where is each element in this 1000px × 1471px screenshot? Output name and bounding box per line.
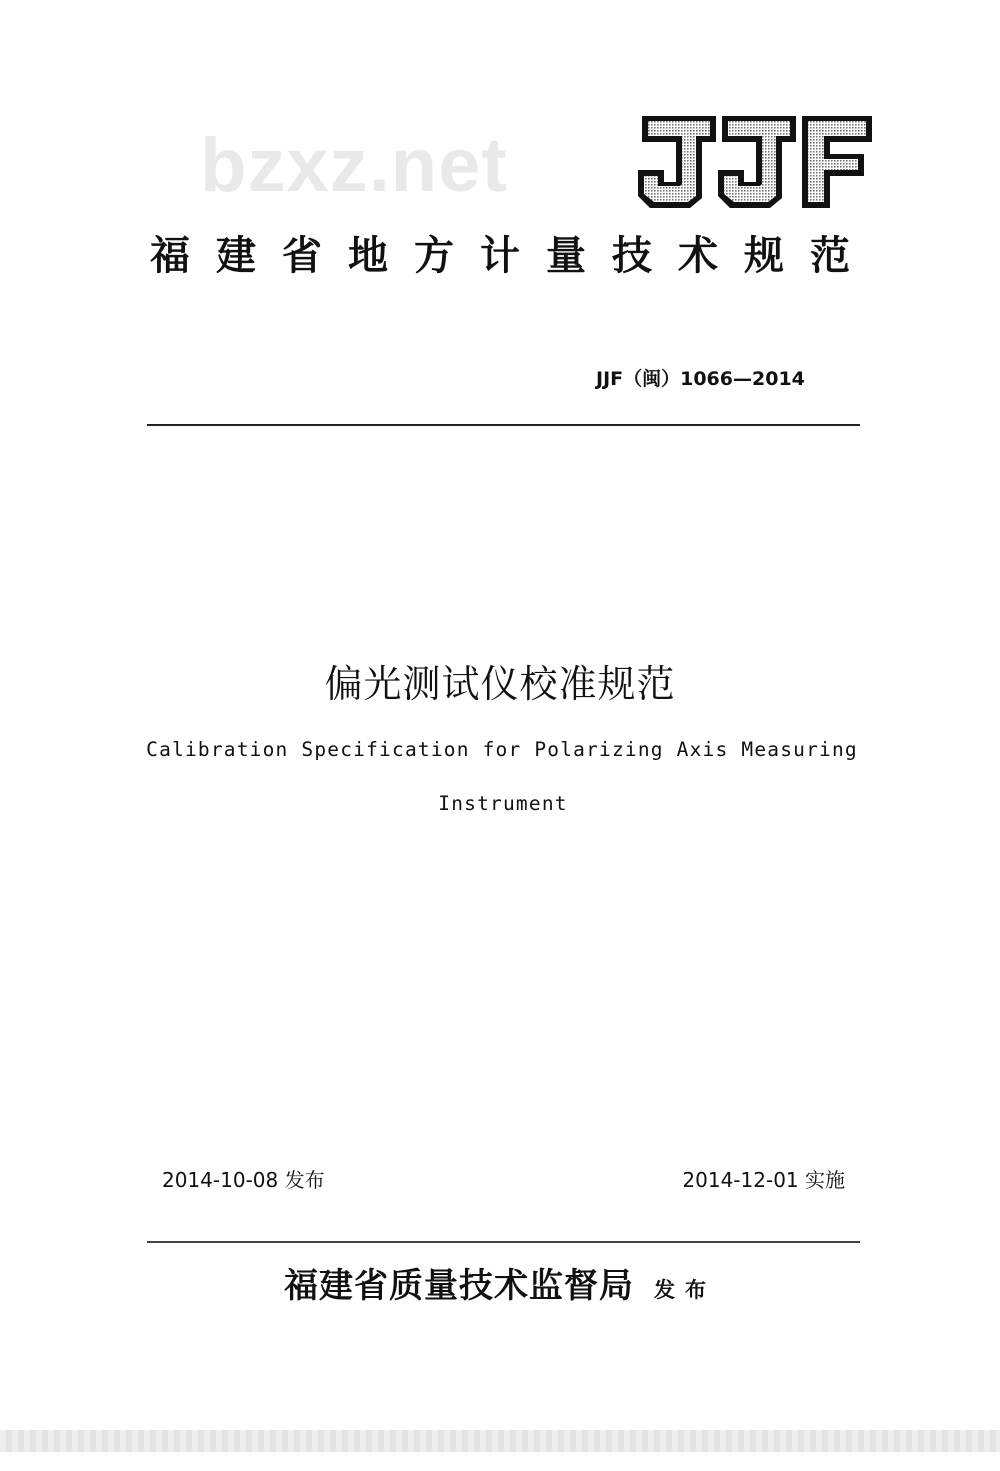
org-title: 福建省地方计量技术规范 [150, 233, 876, 279]
watermark-text: bzxz.net [200, 123, 508, 208]
issue-date: 2014-10-08 发布 [162, 1168, 325, 1192]
publisher-name: 福建省质量技术监督局 [284, 1266, 634, 1306]
page-bottom-band [0, 1430, 1000, 1452]
publisher [0, 1264, 1000, 1314]
document-number: JJF（闽）1066—2014 [596, 368, 805, 390]
top-divider [147, 424, 860, 426]
title-english-line2: Instrument [438, 792, 568, 815]
jjf-logo [636, 112, 874, 212]
effective-date: 2014-12-01 实施 [682, 1168, 845, 1192]
publisher-suffix: 发布 [654, 1278, 716, 1302]
title-english-line1: Calibration Specification for Polarizing Axis Measuring [146, 738, 858, 761]
title-chinese: 偏光测试仪校准规范 [324, 662, 676, 706]
bottom-divider [147, 1241, 860, 1243]
